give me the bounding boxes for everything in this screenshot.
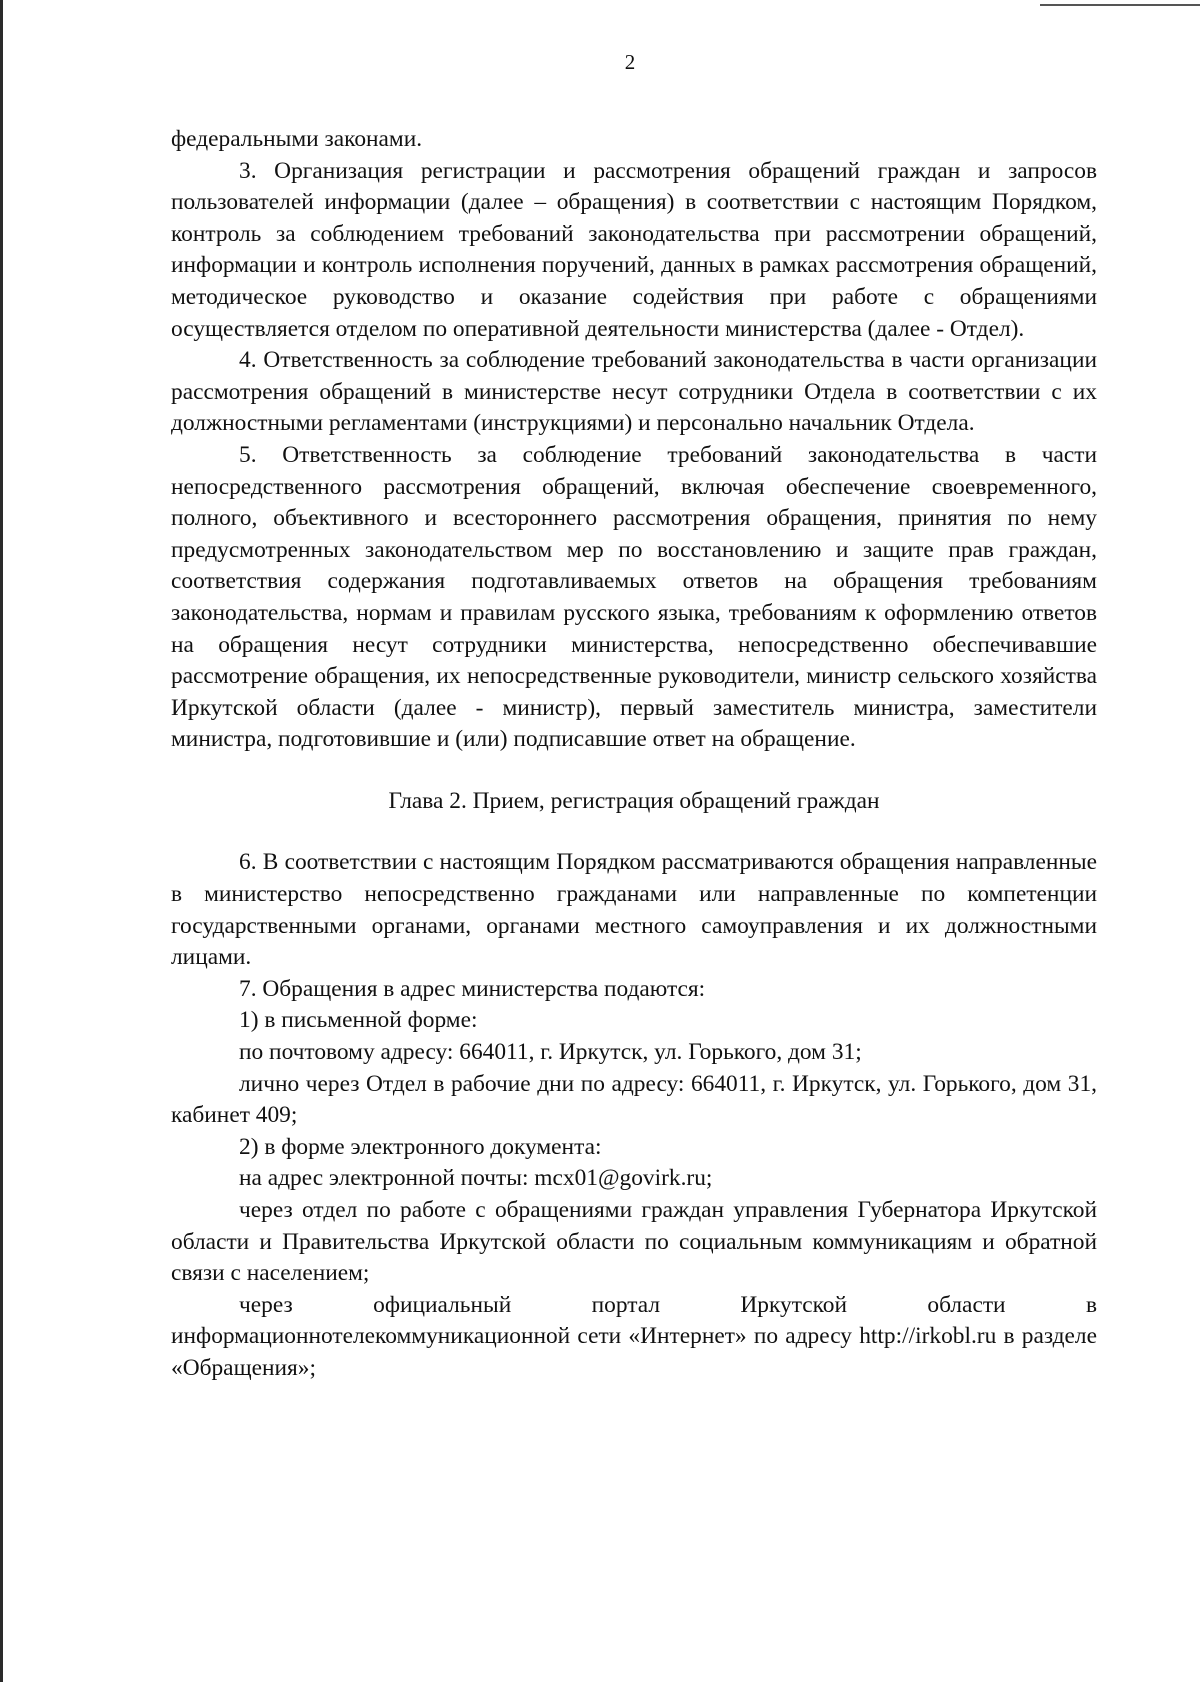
paragraph-official-portal: через официальный портал Иркутской области в информационнотелекоммуникационной сети «Интернет» по адресу http://irkobl.ru в разделе «Обращения»; <box>171 1291 1097 1381</box>
paragraph-item-6: 6. В соответствии с настоящим Порядком рассматриваются обращения направленные в министерство непосредственно гражданами или направленные по компетенции государственными органами, органами местного самоуправления и их должностными лицами. <box>171 849 1097 971</box>
scan-edge-left <box>0 0 3 1682</box>
paragraph-item-4: 4. Ответственность за соблюдение требований законодательства в части организации рассмотрения обращений в министерстве несут сотрудники Отдела в соответствии с их должностными регламентами (инструкциями) и персонально начальник Отдела. <box>171 347 1097 437</box>
scan-edge-top <box>1040 4 1200 6</box>
paragraph-electronic-form: 2) в форме электронного документа: <box>239 1133 602 1160</box>
paragraph-in-person: лично через Отдел в рабочие дни по адресу: 664011, г. Иркутск, ул. Горького, дом 31, кабинет 409; <box>171 1070 1097 1129</box>
paragraph-email: на адрес электронной почты: mcx01@govirk.ru; <box>239 1165 713 1192</box>
paragraph-item-3: 3. Организация регистрации и рассмотрения обращений граждан и запросов пользователей информации (далее – обращения) в соответствии с настоящим Порядком, контроль за соблюдением требований законодательства при рассмотрении обращений, информации и контроль исполнения поручений, данных в рамках рассмотрения обращений, методическое руководство и оказание содействия при работе с обращениями осуществляется отделом по оперативной деятельности министерства (далее - Отдел). <box>171 157 1097 342</box>
paragraph-item-5: 5. Ответственность за соблюдение требований законодательства в части непосредственного рассмотрения обращений, включая обеспечение своевременного, полного, объективного и всестороннего рассмотрения обращения, принятия по нему предусмотренных законодательством мер по восстановлению и защите прав граждан, соответствия содержания подготавливаемых ответов на обращения требованиям законодательства, нормам и правилам русского языка, требованиям к оформлению ответов на обращения несут сотрудники министерства, непосредственно обеспечивавшие рассмотрение обращения, их непосредственные руководители, министр сельского хозяйства Иркутской области (далее - министр), первый заместитель министра, заместители министра, подготовившие и (или) подписавшие ответ на обращение. <box>171 441 1097 753</box>
paragraph-written-form: 1) в письменной форме: <box>239 1007 478 1034</box>
page-number: 2 <box>624 50 636 74</box>
paragraph-governor-department: через отдел по работе с обращениями граждан управления Губернатора Иркутской области и Правительства Иркутской области по социальным коммуникациям и обратной связи с населением; <box>171 1197 1097 1287</box>
document-body <box>171 124 1097 1385</box>
paragraph-postal-address: по почтовому адресу: 664011, г. Иркутск, ул. Горького, дом 31; <box>239 1039 862 1066</box>
chapter-heading: Глава 2. Прием, регистрация обращений граждан <box>388 787 880 814</box>
paragraph-continuation: федеральными законами. <box>171 126 423 152</box>
paragraph-item-7: 7. Обращения в адрес министерства подаются: <box>239 975 706 1002</box>
